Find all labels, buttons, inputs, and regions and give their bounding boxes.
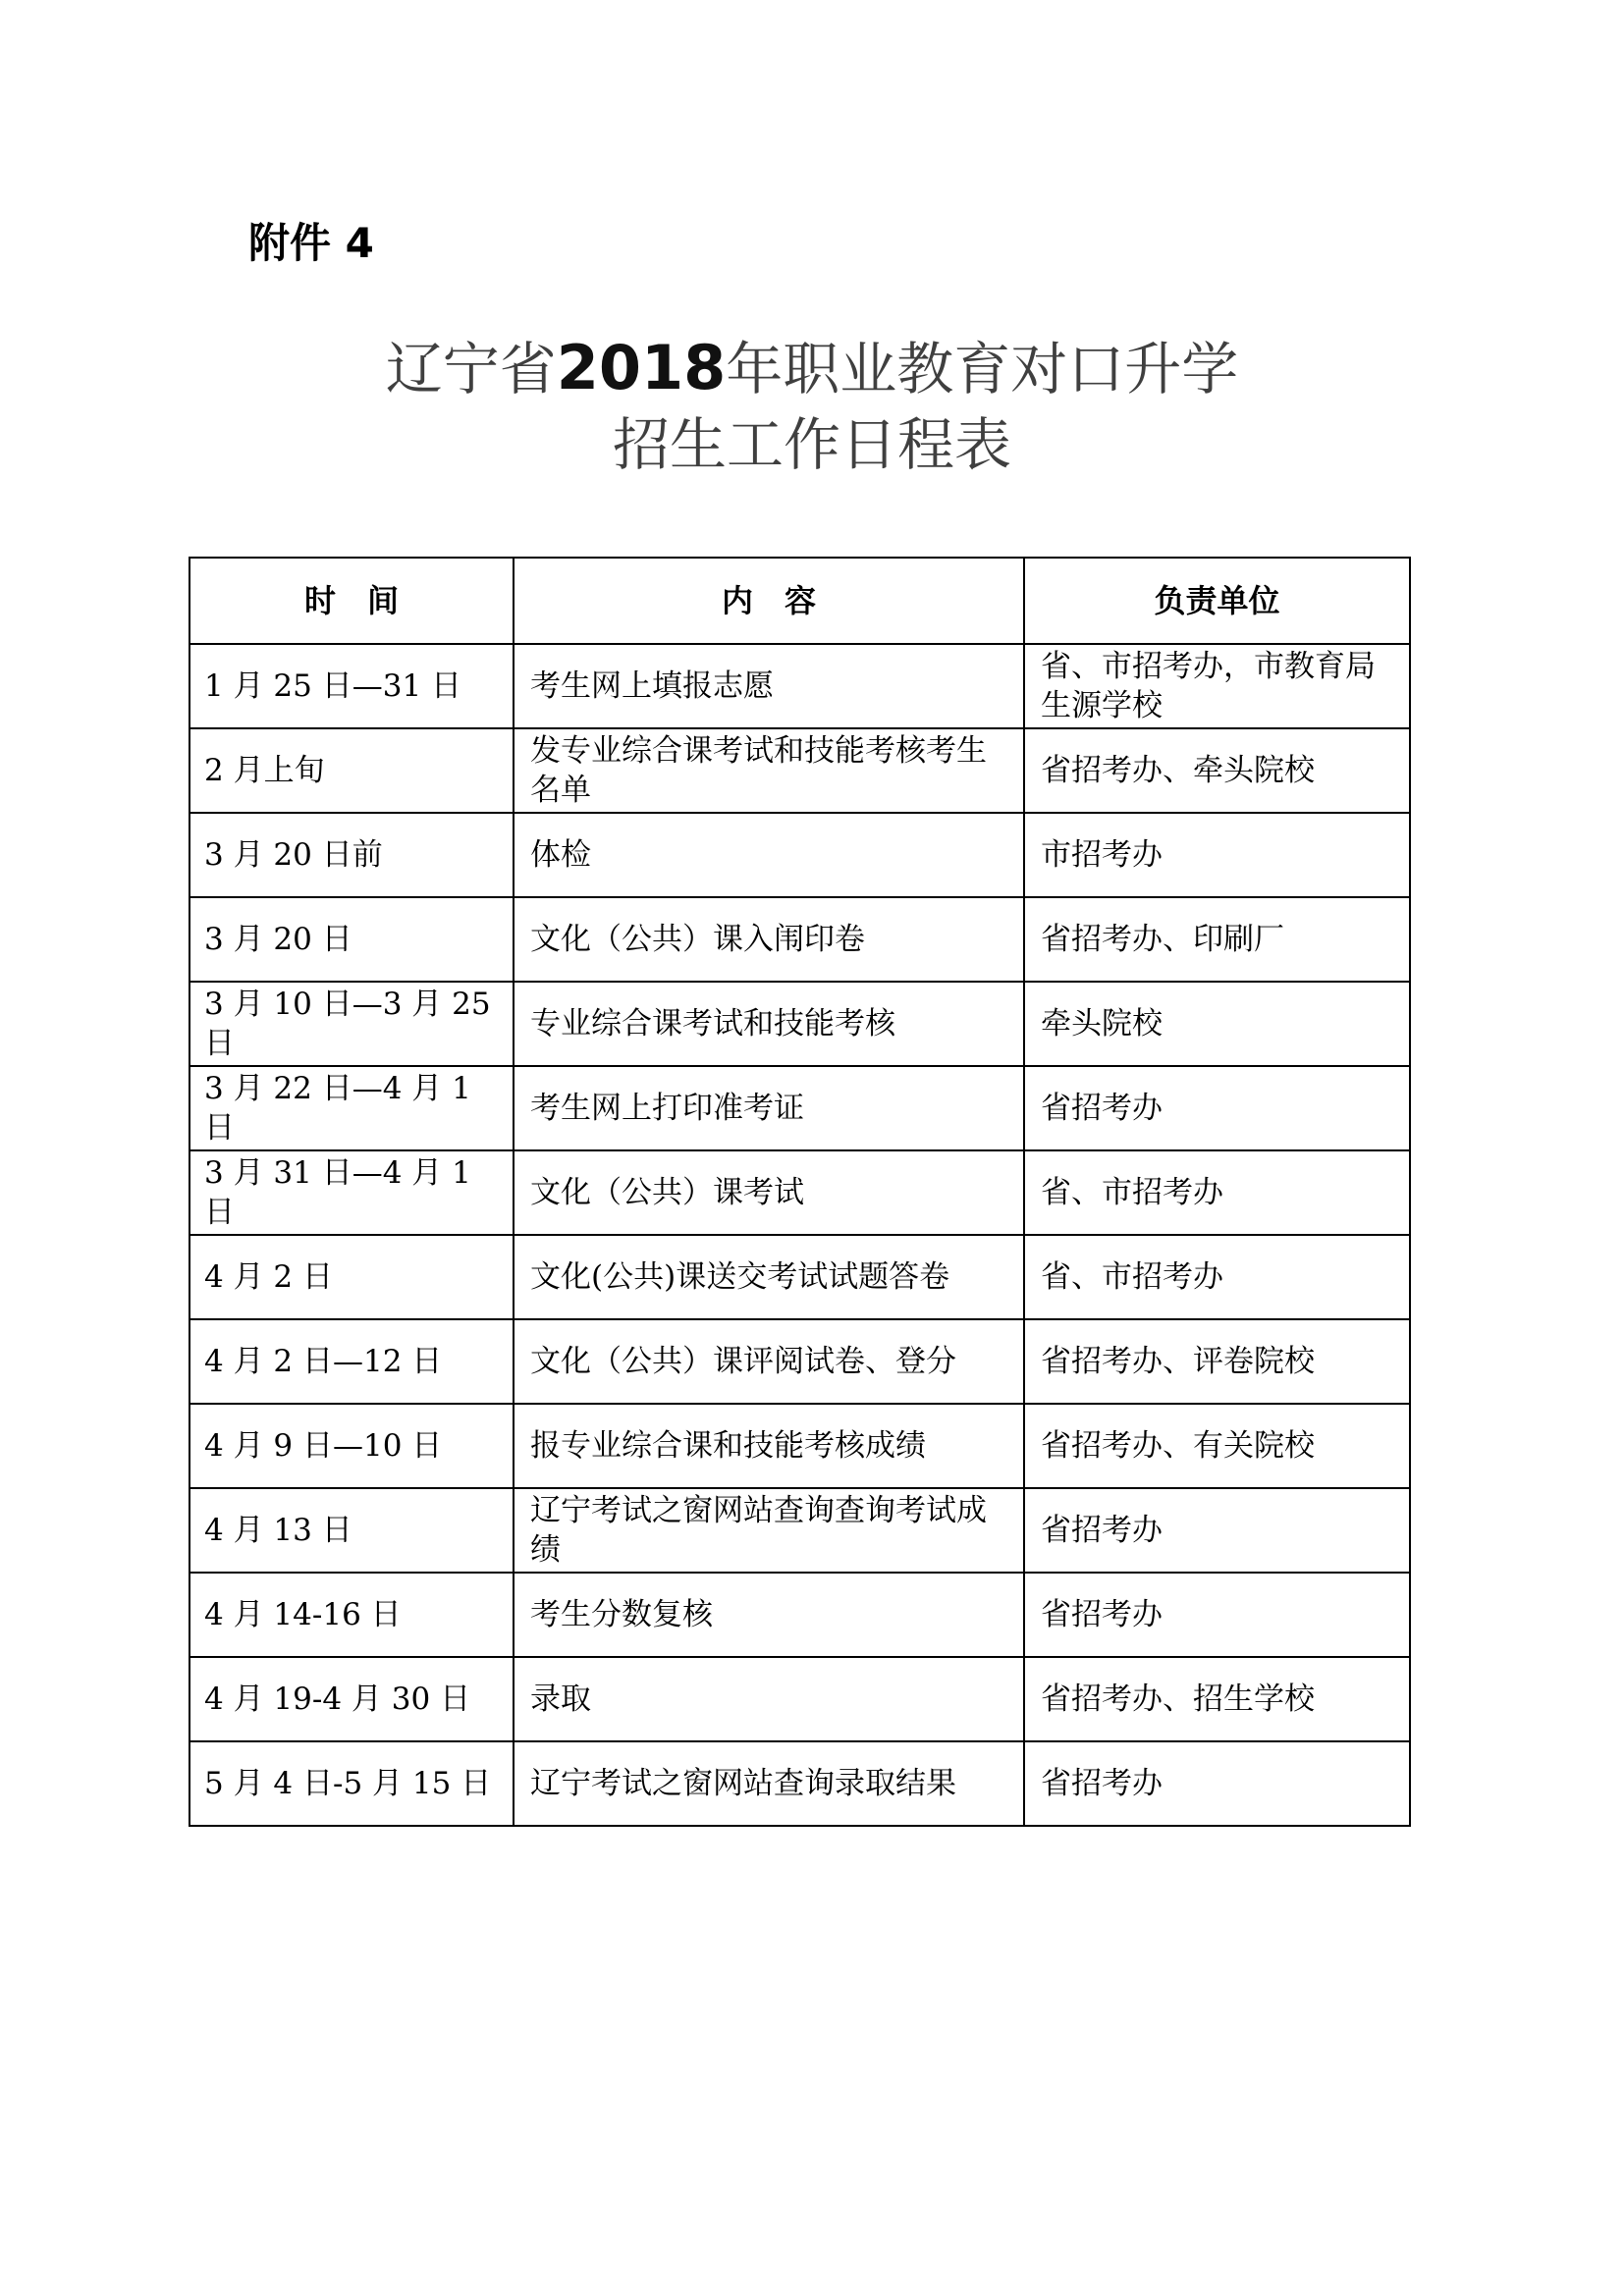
cell-content: 体检	[514, 813, 1024, 897]
table-row	[189, 728, 1410, 813]
cell-time: 4 月 14-16 日	[189, 1573, 514, 1657]
title-prefix: 辽宁省	[385, 336, 557, 402]
cell-time: 4 月 2 日—12 日	[189, 1319, 514, 1404]
column-header-time: 时 间	[189, 558, 514, 644]
cell-content: 文化（公共）课评阅试卷、登分	[514, 1319, 1024, 1404]
document-title-line-2: 招生工作日程表	[612, 411, 1011, 478]
table-row	[189, 1066, 1410, 1150]
cell-content: 专业综合课考试和技能考核	[514, 982, 1024, 1066]
table-row	[189, 1573, 1410, 1657]
cell-time: 4 月 2 日	[189, 1235, 514, 1319]
cell-content: 文化(公共)课送交考试试题答卷	[514, 1235, 1024, 1319]
cell-time: 3 月 10 日—3 月 25 日	[189, 982, 514, 1066]
column-header-unit: 负责单位	[1024, 558, 1410, 644]
table-row	[189, 644, 1410, 728]
cell-unit: 省、市招考办	[1024, 1150, 1410, 1235]
cell-unit: 省、市招考办，市教育局生源学校	[1024, 644, 1410, 728]
cell-unit: 省招考办、招生学校	[1024, 1657, 1410, 1741]
table-row	[189, 1150, 1410, 1235]
cell-time: 3 月 22 日—4 月 1 日	[189, 1066, 514, 1150]
schedule-table-body	[189, 644, 1410, 1826]
cell-time: 3 月 20 日前	[189, 813, 514, 897]
cell-content: 文化（公共）课考试	[514, 1150, 1024, 1235]
cell-unit: 牵头院校	[1024, 982, 1410, 1066]
table-row	[189, 1657, 1410, 1741]
cell-content: 录取	[514, 1657, 1024, 1741]
cell-time: 4 月 13 日	[189, 1488, 514, 1573]
cell-content: 文化（公共）课入闱印卷	[514, 897, 1024, 982]
cell-content: 考生网上打印准考证	[514, 1066, 1024, 1150]
table-row	[189, 1319, 1410, 1404]
cell-time: 3 月 31 日—4 月 1 日	[189, 1150, 514, 1235]
cell-unit: 市招考办	[1024, 813, 1410, 897]
cell-unit: 省招考办	[1024, 1066, 1410, 1150]
table-row	[189, 1488, 1410, 1573]
cell-unit: 省招考办、印刷厂	[1024, 897, 1410, 982]
table-header-row	[189, 558, 1410, 644]
cell-unit: 省招考办、有关院校	[1024, 1404, 1410, 1488]
cell-unit: 省招考办	[1024, 1741, 1410, 1826]
cell-content: 发专业综合课考试和技能考核考生名单	[514, 728, 1024, 813]
cell-unit: 省招考办、牵头院校	[1024, 728, 1410, 813]
cell-unit: 省招考办、评卷院校	[1024, 1319, 1410, 1404]
cell-time: 1 月 25 日—31 日	[189, 644, 514, 728]
cell-content: 辽宁考试之窗网站查询查询考试成绩	[514, 1488, 1024, 1573]
table-row	[189, 1404, 1410, 1488]
schedule-table	[189, 557, 1411, 1827]
title-year: 2018	[556, 332, 727, 403]
cell-time: 2 月上旬	[189, 728, 514, 813]
attachment-label: 附件 4	[248, 219, 374, 267]
cell-time: 5 月 4 日-5 月 15 日	[189, 1741, 514, 1826]
cell-content: 辽宁考试之窗网站查询录取结果	[514, 1741, 1024, 1826]
cell-content: 考生网上填报志愿	[514, 644, 1024, 728]
cell-content: 报专业综合课和技能考核成绩	[514, 1404, 1024, 1488]
table-row	[189, 1741, 1410, 1826]
table-row	[189, 897, 1410, 982]
column-header-content: 内 容	[514, 558, 1024, 644]
cell-time: 3 月 20 日	[189, 897, 514, 982]
table-row	[189, 1235, 1410, 1319]
cell-time: 4 月 19-4 月 30 日	[189, 1657, 514, 1741]
cell-unit: 省招考办	[1024, 1488, 1410, 1573]
table-row	[189, 813, 1410, 897]
title-suffix: 年职业教育对口升学	[726, 336, 1239, 402]
cell-content: 考生分数复核	[514, 1573, 1024, 1657]
cell-time: 4 月 9 日—10 日	[189, 1404, 514, 1488]
cell-unit: 省招考办	[1024, 1573, 1410, 1657]
table-row	[189, 982, 1410, 1066]
cell-unit: 省、市招考办	[1024, 1235, 1410, 1319]
document-title-line-1	[0, 330, 1624, 407]
